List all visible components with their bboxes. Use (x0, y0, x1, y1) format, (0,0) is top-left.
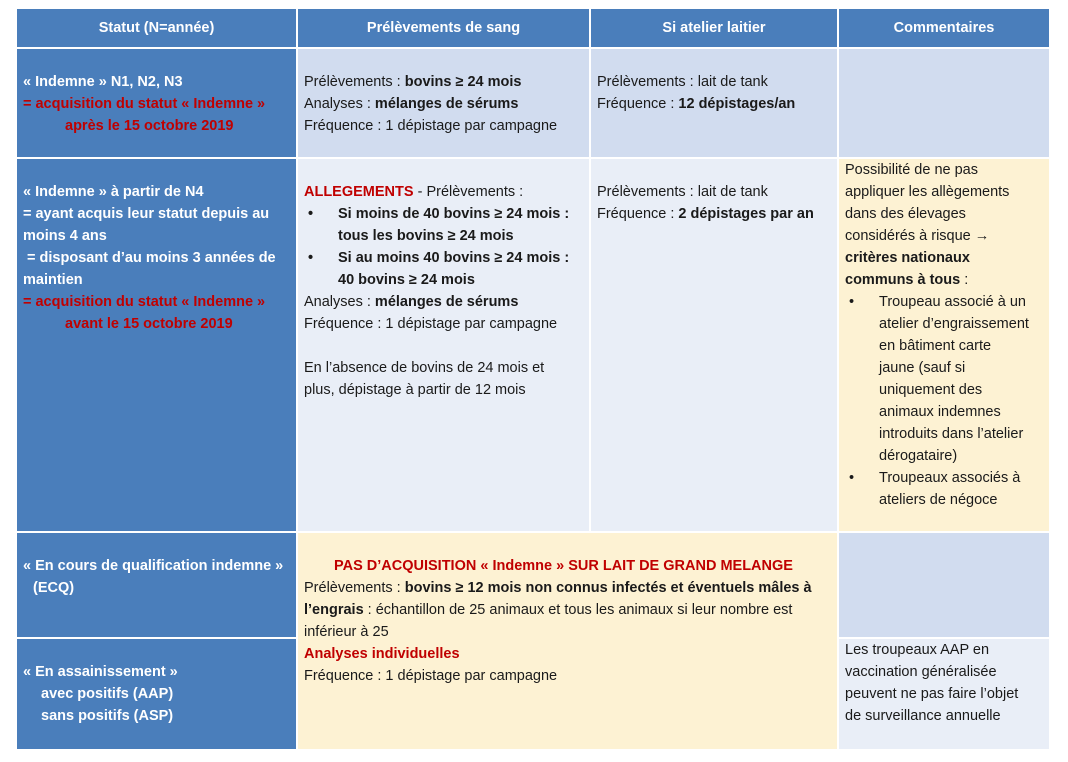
merged-frequence: Fréquence : 1 dépistage par campagne (304, 668, 558, 684)
row2-comment-bold1: critères nationaux (845, 250, 970, 266)
row3-status-line2: (ECQ) (33, 580, 75, 596)
row2-allegements-rest: - Prélèvements : (413, 184, 524, 200)
status-table (17, 9, 1049, 749)
merged-title: PAS D’ACQUISITION « Indemne » SUR LAIT DE GRAND MELANGE (334, 558, 793, 574)
row2-comment-bullet1: • Troupeau associé à un atelier d’engraissement en bâtiment carte jaune (sauf si uniquement des animaux indemnes introduits dans l’atelier dérogataire) (845, 291, 1043, 467)
row4-status-line1: « En assainissement » (23, 664, 178, 680)
row2-sang-bullet1: • Si moins de 40 bovins ≥ 24 mois : tous les bovins ≥ 24 mois (304, 203, 583, 247)
row1-status-line2: = acquisition du statut « Indemne » (23, 96, 266, 112)
row3-comment-cell (839, 533, 1049, 637)
bullet-icon: • (308, 206, 314, 222)
row2-status-line7: avant le 15 octobre 2019 (65, 316, 233, 332)
row4-comment-line4: de surveillance annuelle (845, 708, 1001, 724)
row2-comment-line3: dans des élevages (845, 206, 966, 222)
row1-sang-prel-value: bovins ≥ 24 mois (404, 74, 522, 90)
merged-prel-rest1: : échantillon de 25 animaux et tous les animaux si leur nombre est (363, 602, 793, 618)
merged-prel-bold1: bovins ≥ 12 mois non connus infectés et éventuels mâles à (404, 580, 812, 596)
row2-laitier-cell (591, 159, 837, 531)
row4-status-line3: sans positifs (ASP) (41, 708, 174, 724)
row2-sang-analyses-label: Analyses : (304, 294, 375, 310)
row2-status-line6: = acquisition du statut « Indemne » (23, 294, 266, 310)
header-commentaires: Commentaires (839, 9, 1049, 47)
row1-laitier-cell (591, 49, 837, 157)
row2-laitier-freq-label: Fréquence : (597, 206, 679, 222)
row1-sang-analyses-value: mélanges de sérums (374, 96, 519, 112)
row2-comment-line2: appliquer les allègements (845, 184, 1010, 200)
header-statut: Statut (N=année) (17, 9, 296, 47)
row4-status-cell (17, 639, 296, 749)
row1-laitier-freq-value: 12 dépistages/an (678, 96, 796, 112)
merged-prel-bold2: l’engrais (304, 602, 364, 618)
row1-laitier-freq-label: Fréquence : (597, 96, 679, 112)
bullet-icon: • (849, 294, 855, 310)
row2-status-line5: maintien (23, 272, 83, 288)
row2-status-line1: « Indemne » à partir de N4 (23, 184, 204, 200)
row1-status-line3: après le 15 octobre 2019 (65, 118, 234, 134)
row2-comment-bold2: communs à tous (845, 272, 961, 288)
row2-sang-analyses-value: mélanges de sérums (374, 294, 519, 310)
row2-laitier-freq-value: 2 dépistages par an (678, 206, 814, 222)
header-prelevements-sang: Prélèvements de sang (298, 9, 589, 47)
row4-comment-line3: peuvent ne pas faire l’objet (845, 686, 1019, 702)
row2-sang-absence-line1: En l’absence de bovins de 24 mois et (304, 360, 545, 376)
row2-allegements-label: ALLEGEMENTS (304, 184, 414, 200)
bullet-icon: • (849, 470, 855, 486)
row1-comment-cell (839, 49, 1049, 157)
row2-comment-line4: considérés à risque → (845, 228, 990, 244)
row1-laitier-prel: Prélèvements : lait de tank (597, 74, 768, 90)
row4-comment-cell (839, 639, 1049, 749)
merged-analyses: Analyses individuelles (304, 646, 460, 662)
row3-status-line1: « En cours de qualification indemne » (23, 558, 284, 574)
merged-prel-label: Prélèvements : (304, 580, 405, 596)
row1-sang-cell (298, 49, 589, 157)
row2-sang-cell (298, 159, 589, 531)
row2-comment-bold-tail: : (960, 272, 969, 288)
row2-comment-line1: Possibilité de ne pas (845, 162, 978, 178)
row4-comment-line1: Les troupeaux AAP en (845, 642, 990, 658)
merged-prel-rest2: inférieur à 25 (304, 624, 389, 640)
bullet-icon: • (308, 250, 314, 266)
row1-status-line1: « Indemne » N1, N2, N3 (23, 74, 183, 90)
row1-status-cell (17, 49, 296, 157)
row4-status-line2: avec positifs (AAP) (41, 686, 174, 702)
row1-sang-prel-label: Prélèvements : (304, 74, 405, 90)
row4-comment-line2: vaccination généralisée (845, 664, 997, 680)
row2-sang-frequence: Fréquence : 1 dépistage par campagne (304, 316, 558, 332)
row1-sang-frequence: Fréquence : 1 dépistage par campagne (304, 118, 558, 134)
row3-status-cell (17, 533, 296, 637)
row2-status-cell (17, 159, 296, 531)
row2-status-line4: = disposant d’au moins 3 années de (23, 250, 276, 266)
header-atelier-laitier: Si atelier laitier (591, 9, 837, 47)
merged-ecq-assainissement-cell (298, 533, 837, 749)
row2-status-line3: moins 4 ans (23, 228, 107, 244)
row2-laitier-prel: Prélèvements : lait de tank (597, 184, 768, 200)
row2-sang-bullet2: • Si au moins 40 bovins ≥ 24 mois : 40 bovins ≥ 24 mois (304, 247, 583, 291)
row2-comment-bullet2: • Troupeaux associés à ateliers de négoce (845, 467, 1043, 511)
row2-sang-absence-line2: plus, dépistage à partir de 12 mois (304, 382, 526, 398)
row2-comment-cell (839, 159, 1049, 531)
row1-sang-analyses-label: Analyses : (304, 96, 375, 112)
row2-status-line2: = ayant acquis leur statut depuis au (23, 206, 270, 222)
